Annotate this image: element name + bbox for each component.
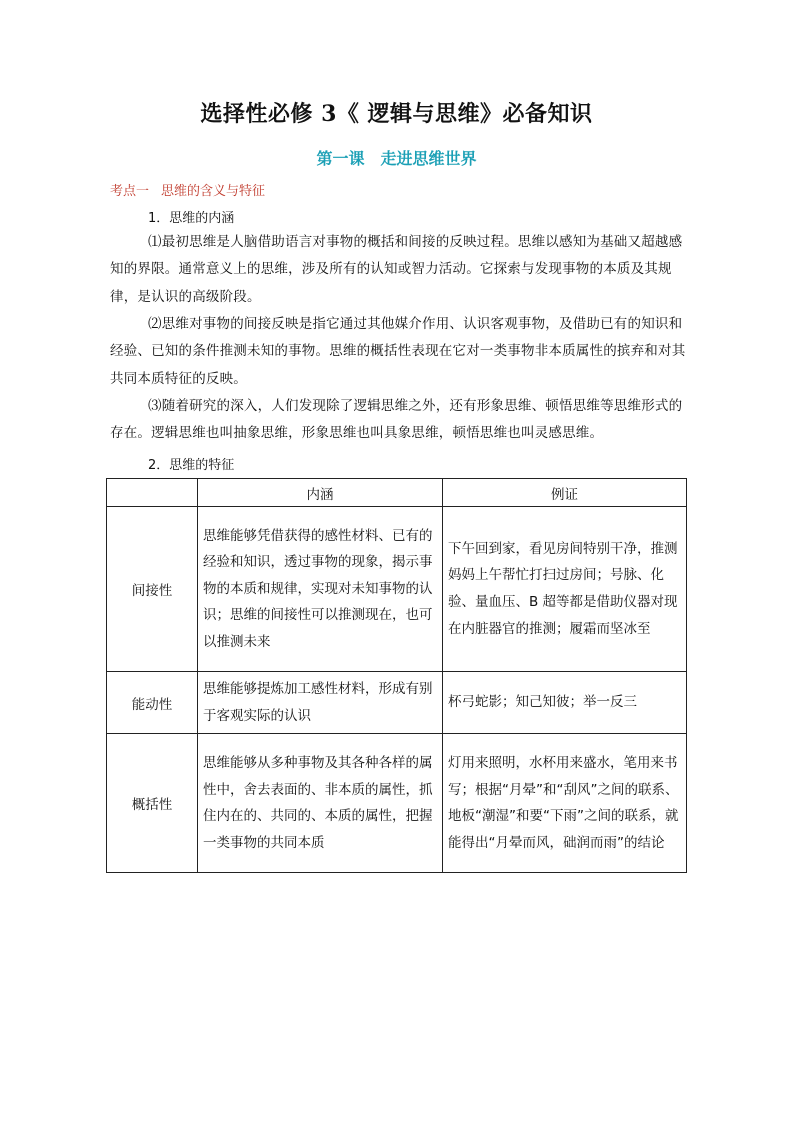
row-term: 能动性 bbox=[107, 672, 198, 734]
features-table bbox=[106, 478, 687, 873]
paragraph-1: ⑴最初思维是人脑借助语言对事物的概括和间接的反映过程。思维以感知为基础又超越感知的界限。通常意义上的思维，涉及所有的认知或智力活动。它探索与发现事物的本质及其规律，是认识的高级阶段。 bbox=[110, 234, 683, 305]
row-example: 灯用来照明，水杯用来盛水，笔用来书写；根据“月晕”和“刮风”之间的联系、地板“潮湿”和要“下雨”之间的联系，就能得出“月晕而风，础润而雨”的结论 bbox=[443, 734, 687, 873]
row-meaning: 思维能够从多种事物及其各种各样的属性中，舍去表面的、非本质的属性，抓住内在的、共同的、本质的属性，把握一类事物的共同本质 bbox=[198, 734, 443, 873]
table-header-meaning: 内涵 bbox=[198, 479, 443, 507]
table-row bbox=[107, 734, 687, 873]
row-meaning: 思维能够提炼加工感性材料，形成有别于客观实际的认识 bbox=[198, 672, 443, 734]
row-example: 下午回到家，看见房间特别干净，推测妈妈上午帮忙打扫过房间；号脉、化验、量血压、B 超等都是借助仪器对现在内脏器官的推测；履霜而坚冰至 bbox=[443, 507, 687, 672]
paragraph-3: ⑶随着研究的深入，人们发现除了逻辑思维之外，还有形象思维、顿悟思维等思维形式的存在。逻辑思维也叫抽象思维，形象思维也叫具象思维，顿悟思维也叫灵感思维。 bbox=[110, 398, 683, 442]
row-meaning: 思维能够凭借获得的感性材料、已有的经验和知识，透过事物的现象，揭示事物的本质和规律，实现对未知事物的认识；思维的间接性可以推测现在，也可以推测未来 bbox=[198, 507, 443, 672]
table-row bbox=[107, 507, 687, 672]
document-title: 选择性必修 3《 逻辑与思维》必备知识 bbox=[200, 101, 593, 127]
section-heading-1: 1．思维的内涵 bbox=[148, 211, 235, 226]
row-term: 间接性 bbox=[107, 507, 198, 672]
row-term: 概括性 bbox=[107, 734, 198, 873]
kaodian-name: 思维的含义与特征 bbox=[161, 184, 266, 199]
table-header-example: 例证 bbox=[443, 479, 687, 507]
kaodian-heading bbox=[110, 180, 277, 199]
lesson-name: 走进思维世界 bbox=[380, 149, 477, 168]
row-example: 杯弓蛇影；知己知彼；举一反三 bbox=[443, 672, 687, 734]
lesson-heading bbox=[0, 146, 793, 169]
section-heading-2: 2．思维的特征 bbox=[148, 458, 235, 473]
kaodian-number: 考点一 bbox=[110, 184, 150, 199]
paragraph-2: ⑵思维对事物的间接反映是指它通过其他媒介作用、认识客观事物，及借助已有的知识和经验、已知的条件推测未知的事物。思维的概括性表现在它对一类事物非本质属性的摈弃和对其共同本质特征的反映。 bbox=[110, 316, 686, 387]
table-header-empty bbox=[107, 479, 198, 507]
table-header-row bbox=[107, 479, 687, 507]
table-row bbox=[107, 672, 687, 734]
lesson-number: 第一课 bbox=[316, 149, 365, 168]
